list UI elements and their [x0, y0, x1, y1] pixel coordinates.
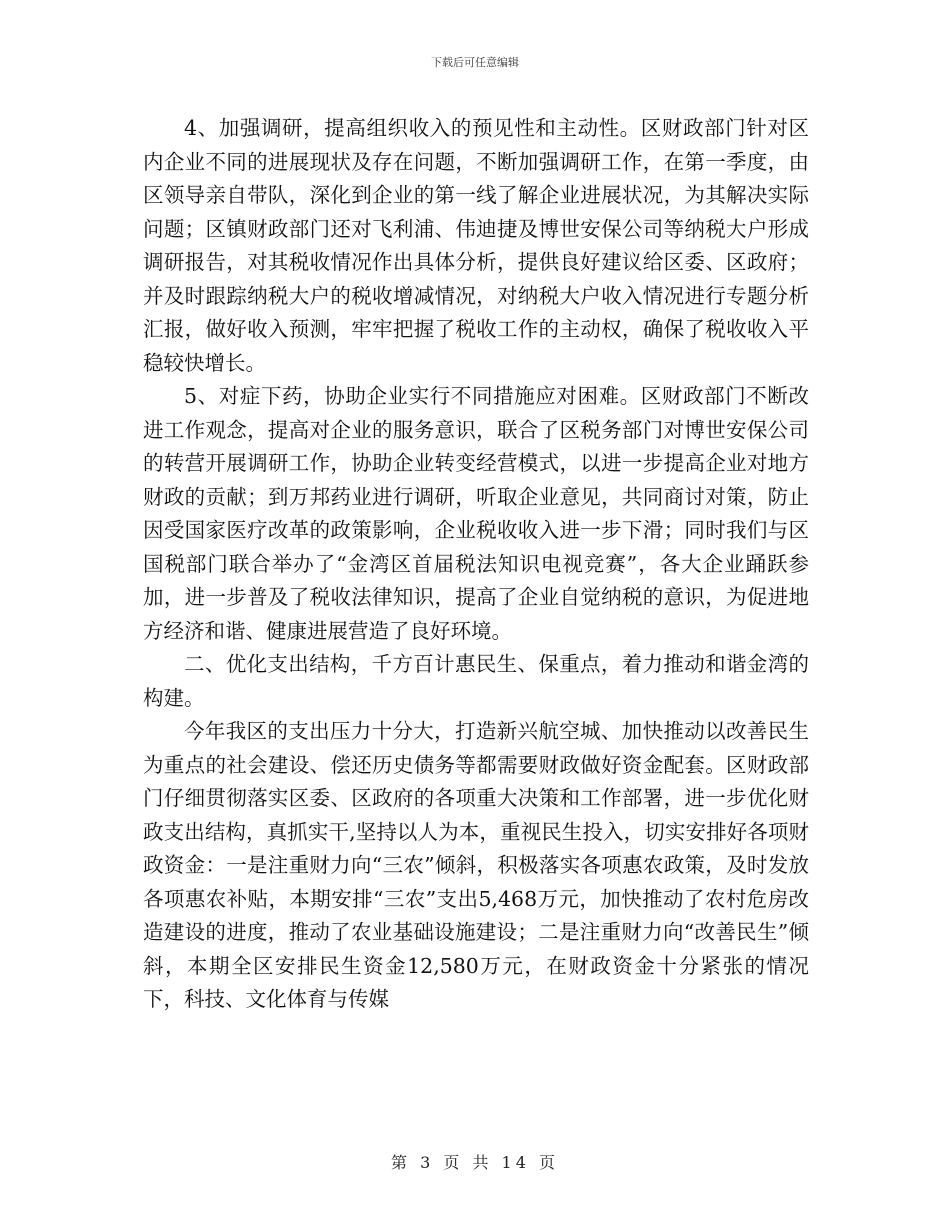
section-2-heading: 二、优化支出结构，千方百计惠民生、保重点，着力推动和谐金湾的构建。: [143, 652, 809, 710]
document-body: [143, 112, 809, 1017]
page-header-note: 下载后可任意编辑: [431, 56, 519, 69]
paragraph-5-enterprise-support: 5、对症下药，协助企业实行不同措施应对困难。区财政部门不断改进工作观念，提高对企业的服务意识，联合了区税务部门对博世安保公司的转营开展调研工作，协助企业转变经营模式，以进一步提高企业对地方财政的贡献；到万邦药业进行调研，听取企业意见，共同商讨对策，防止因受国家医疗改革的政策影响，企业税收收入进一步下滑；同时我们与区国税部门联合举办了“金湾区首届税法知识电视竞赛”，各大企业踊跃参加，进一步普及了税收法律知识，提高了企业自觉纳税的意识，为促进地方经济和谐、健康进展营造了良好环境。: [143, 384, 809, 643]
paragraph-4-research: 4、加强调研，提高组织收入的预见性和主动性。区财政部门针对区内企业不同的进展现状及存在问题，不断加强调研工作，在第一季度，由区领导亲自带队，深化到企业的第一线了解企业进展状况，为其解决实际问题；区镇财政部门还对飞利浦、伟迪捷及博世安保公司等纳税大户形成调研报告，对其税收情况作出具体分析，提供良好建议给区委、区政府；并及时跟踪纳税大户的税收增减情况，对纳税大户收入情况进行专题分析汇报，做好收入预测，牢牢把握了税收工作的主动权，确保了税收收入平稳较快增长。: [143, 116, 809, 375]
paragraph-expenditure: 今年我区的支出压力十分大，打造新兴航空城、加快推动以改善民生为重点的社会建设、偿还历史债务等都需要财政做好资金配套。区财政部门仔细贯彻落实区委、区政府的各项重大决策和工作部署，进一步优化财政支出结构，真抓实干,坚持以人为本，重视民生投入，切实安排好各项财政资金：一是注重财力向“三农”倾斜，积极落实各项惠农政策，及时发放各项惠农补贴，本期安排“三农”支出5,468万元，加快推动了农村危房改造建设的进度，推动了农业基础设施建设；二是注重财力向“改善民生”倾斜，本期全区安排民生资金12,580万元，在财政资金十分紧张的情况下，科技、文化体育与传媒: [143, 719, 809, 1011]
page-number: 第 3 页 共 14 页: [391, 1153, 559, 1172]
